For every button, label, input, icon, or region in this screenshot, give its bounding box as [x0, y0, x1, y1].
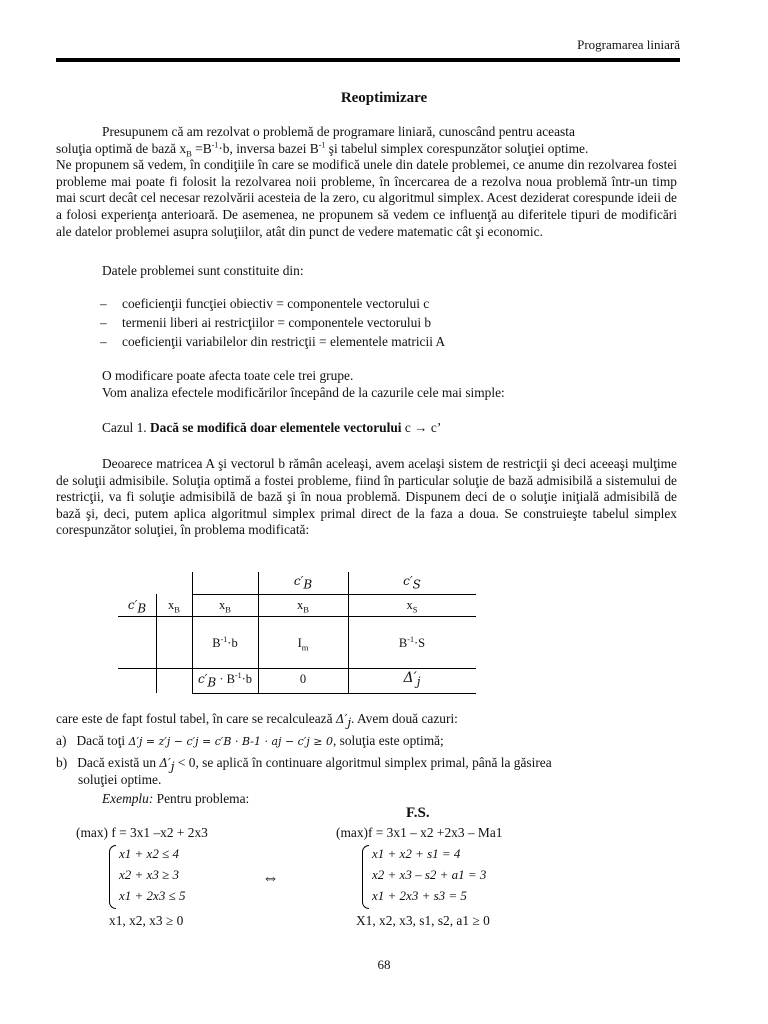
cell-xb-c: $x_B$	[297, 598, 309, 615]
right-system: x1 + x2 + s1 = 4 x2 + x3 – s2 + a1 = 3 x1 + 2x3 + s3 = 5	[372, 846, 487, 903]
header-rule	[56, 58, 680, 62]
after-table-line: care este de fapt fostul tabel, în care se recalculează $\Delta'_j$. Avem două cazuri:	[56, 711, 458, 730]
case1-heading: Cazul 1. Dacă se modifică doar elementele vectorului c → c’	[102, 420, 442, 435]
mod-line-1: O modificare poate afecta toate cele trei grupe.	[102, 368, 354, 383]
data-intro: Datele problemei sunt constituite din:	[102, 263, 304, 278]
right-nonneg: X1, x2, x3, s1, s2, a1 ≥ 0	[356, 913, 490, 928]
case-a: a) Dacă toţi Δ′j = z′j − c′j = c′B · B-1 · aj − c′j ≥ 0, soluţia este optimă;	[56, 733, 444, 748]
left-brace	[109, 845, 116, 909]
fs-heading: F.S.	[406, 805, 430, 821]
mod-line-2: Vom analiza efectele modificărilor începând de la cazurile cele mai simple:	[102, 385, 505, 400]
cell-xs: $x_S$	[406, 598, 418, 615]
left-objective: (max) f = 3x1 –x2 + 2x3	[76, 825, 208, 840]
intro-line-2: soluţia optimă de bază $x_B =B^{-1}\cdot b$, inversa bazei $B^{-1}$ şi tabelul simplex corespunzător soluţiei optime.	[56, 140, 589, 159]
cell-delta: $\Delta'_j$	[403, 670, 421, 689]
simplex-table	[118, 572, 476, 694]
case-b-line-1: b) Dacă există un $\Delta'_j < 0$, se aplică în continuare algoritmul simplex primal, până la găsirea	[56, 755, 552, 774]
cell-xb-a: $x_B$	[168, 598, 180, 615]
right-objective: (max)f = 3x1 – x2 +2x3 – Ma1	[336, 825, 503, 840]
cell-binv-b: $B^{-1}\cdot b$	[212, 634, 238, 650]
cell-cb-prime: $c'_B$	[293, 574, 313, 592]
cell-cs-prime: $c'_S$	[403, 574, 421, 592]
intro-line-1: Presupunem că am rezolvat o problemă de programare liniară, cunoscând pentru aceasta	[102, 124, 575, 139]
cell-binv-s: $B^{-1}\cdot S$	[398, 634, 426, 650]
left-system: x1 + x2 ≤ 4 x2 + x3 ≥ 3 x1 + 2x3 ≤ 5	[119, 846, 186, 903]
left-nonneg: x1, x2, x3 ≥ 0	[109, 913, 184, 928]
case-b	[56, 755, 677, 788]
equiv-symbol: ⇔	[262, 868, 279, 887]
right-brace	[362, 845, 369, 909]
cell-im: $I_m$	[297, 636, 309, 653]
case-b-line-2: soluţiei optime.	[78, 771, 162, 787]
running-header: Programarea liniară	[577, 37, 680, 52]
intro-rest: Ne propunem să vedem, în condiţiile în care se modifică unele din datele problemei, ce anume din rezolvarea fostei probleme mai poate fi folosit la rezolvarea noii probleme, în încercarea de a rezolva noua problemă într-un timp mai scurt decât cel necesar rezolvării acesteia de la zero, cu algoritmul simplex. Acest deziderat corespunde ideii de a folosi experienţa anterioară. De asemenea, ne propunem să vedem ce influenţă au diferitele tipuri de modificări ale datelor problemei asupra soluţiilor, atât din punct de vedere matematic cât şi economic.	[56, 157, 677, 239]
cell-cost: $c'_B \cdot B^{-1}\cdot b$	[197, 670, 253, 690]
cell-xb-b: $x_B$	[219, 598, 231, 615]
cell-zero: 0	[299, 672, 307, 686]
page-title: Reoptimizare	[340, 90, 428, 106]
page-number: 68	[377, 957, 391, 972]
example-intro: Exemplu: Pentru problema:	[102, 791, 250, 806]
cell-cb: $c'_B$	[127, 598, 147, 616]
intro-paragraph	[56, 124, 677, 240]
para-2: Deoarece matricea A şi vectorul b rămân aceleaşi, avem acelaşi sistem de restricţii şi deci aceeaşi mulţime de soluţii admisibile. Soluţia optimă a fostei probleme, fiind în particular soluţie de bază admisibilă a sistemului de restricţii, va fi soluţie admisibilă de bază şi în noua problemă. Dispunem deci de o soluţie iniţială admisibilă de bază şi, deci, putem aplica algoritmul simplex primal direct de la faza a doua. Se construieşte tabelul simplex corespunzător soluţiei, în problema modificată:	[56, 456, 677, 538]
